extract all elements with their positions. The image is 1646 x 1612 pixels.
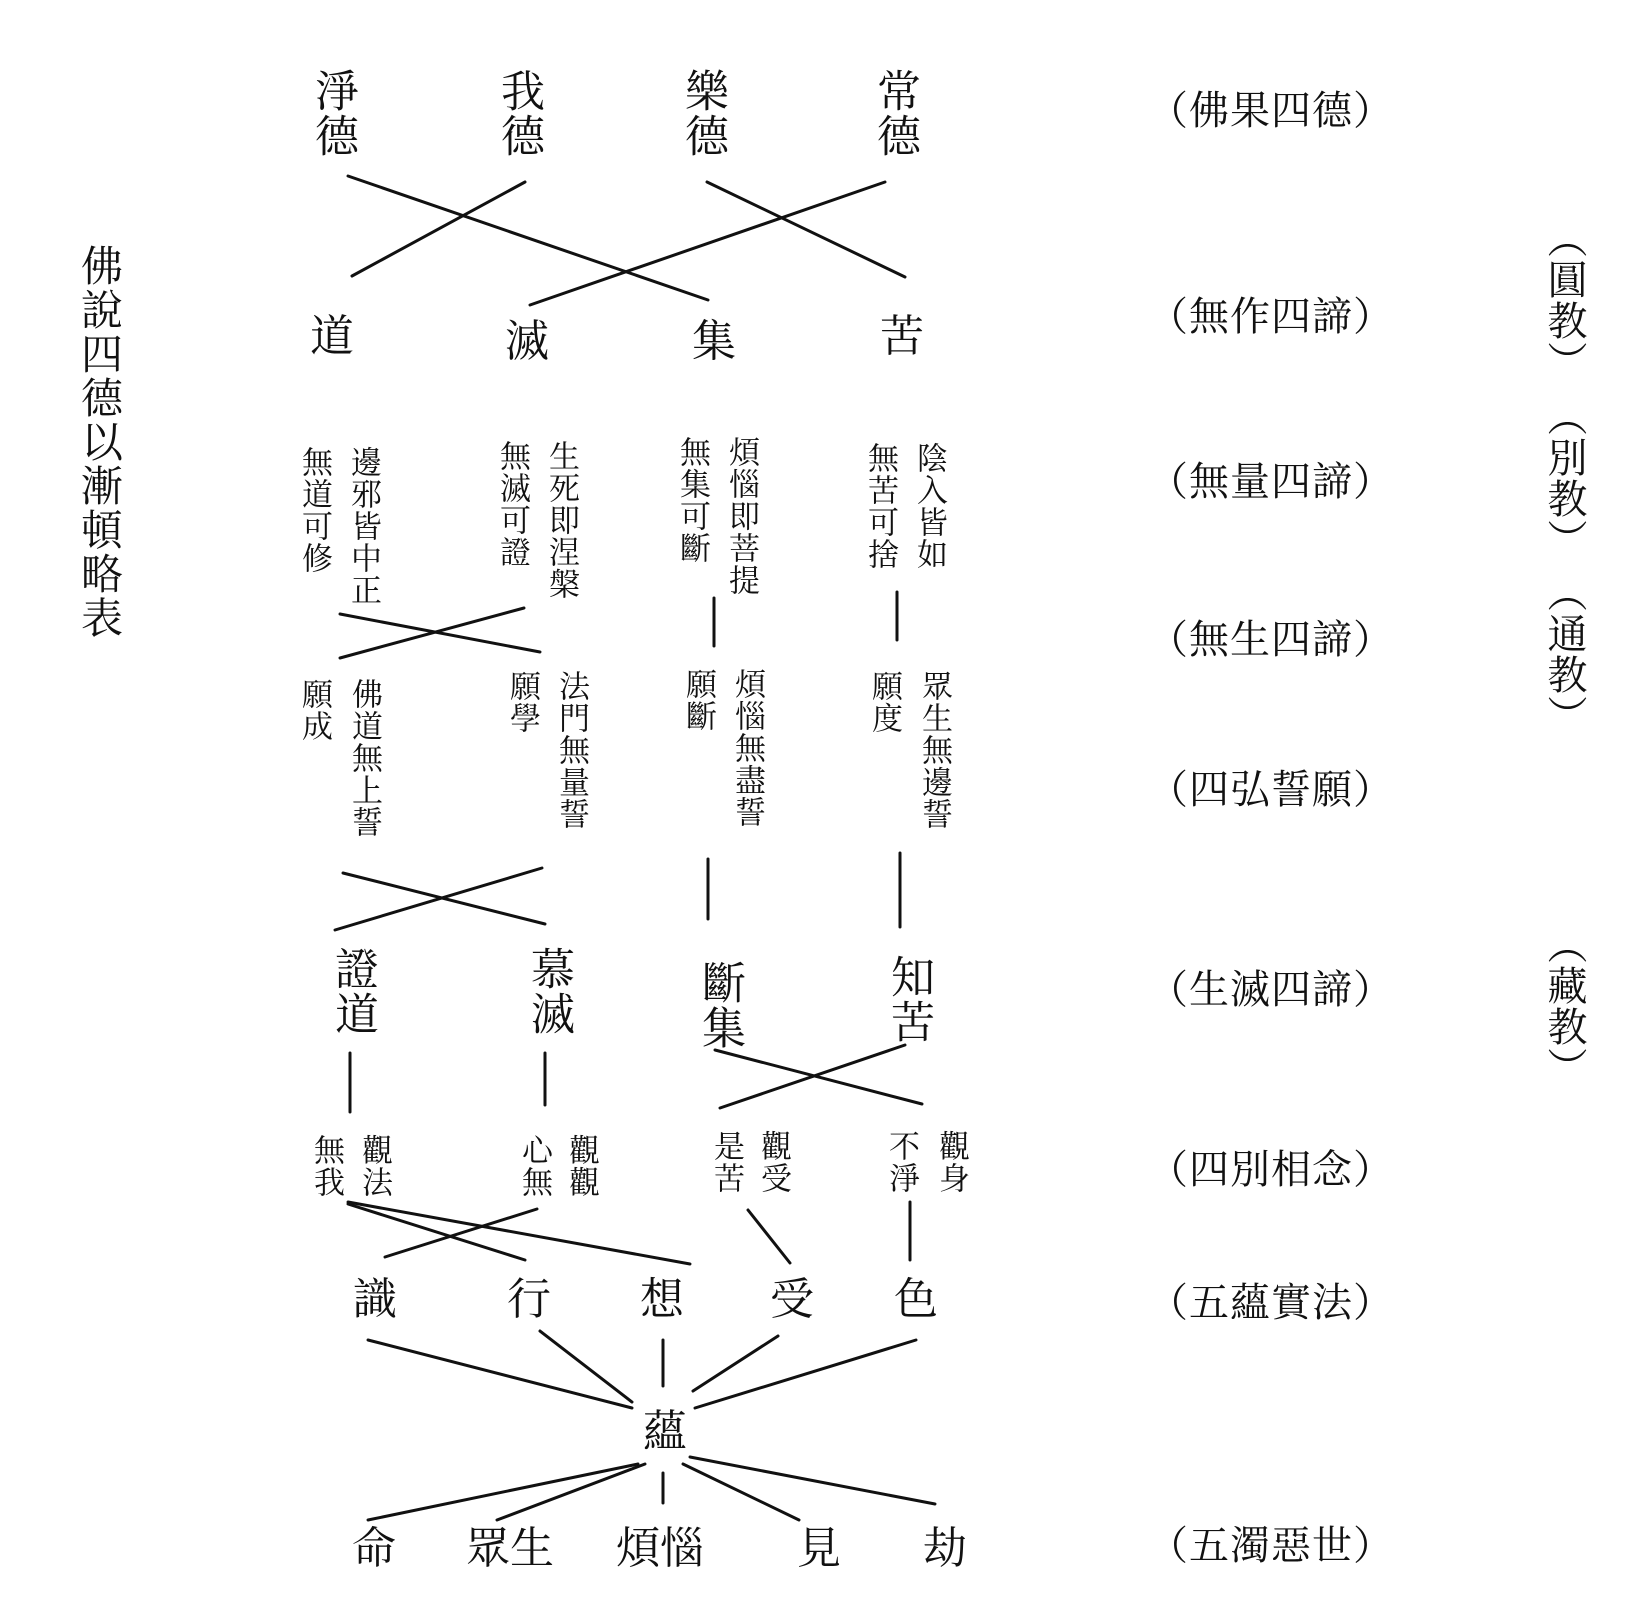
aggregate-node: 識 (353, 1274, 397, 1325)
link-line (720, 1045, 905, 1108)
contemplation-line1: 觀受 (755, 1130, 791, 1194)
teaching-label: （別教） (1541, 396, 1587, 560)
vow-line2: 願度 (866, 670, 902, 734)
vow-line2: 願斷 (680, 668, 716, 732)
link-line (707, 182, 905, 277)
link-line (693, 1336, 778, 1391)
link-line (340, 608, 524, 658)
contemplation-line2: 無我 (308, 1134, 344, 1198)
turbidity-node: 煩惱 (616, 1523, 704, 1574)
teaching-label: （通教） (1541, 572, 1587, 736)
virtue-node: 樂德 (677, 68, 728, 158)
link-line (683, 1464, 799, 1520)
row-label: （五蘊實法） (1148, 1280, 1394, 1326)
immeasurable-truth-line1: 生死即涅槃 (543, 440, 579, 600)
arising-ceasing-truth-node: 斷集 (694, 960, 745, 1050)
link-line (690, 1457, 935, 1504)
row-label: （四別相念） (1148, 1147, 1394, 1193)
diagram-title: 佛說四德以漸頓略表 (75, 244, 124, 640)
virtue-node: 常德 (869, 68, 920, 158)
row-label: （無量四諦） (1148, 459, 1394, 505)
link-line (368, 1340, 632, 1408)
row-label: （無生四諦） (1148, 617, 1394, 663)
teaching-label: （圓教） (1541, 218, 1587, 382)
link-line (348, 1204, 525, 1260)
virtue-node: 我德 (493, 68, 544, 158)
virtue-node: 淨德 (307, 68, 358, 158)
contemplation-line1: 觀身 (933, 1130, 969, 1194)
link-line (540, 1331, 632, 1402)
immeasurable-truth-line2: 無集可斷 (674, 436, 710, 564)
contemplation-line1: 觀觀 (563, 1134, 599, 1198)
immeasurable-truth-line2: 無苦可捨 (862, 442, 898, 570)
vow-line1: 眾生無邊誓 (916, 670, 952, 830)
turbidity-node: 劫 (923, 1523, 967, 1574)
contemplation-line1: 觀法 (356, 1134, 392, 1198)
no-action-truth-node: 滅 (505, 316, 549, 367)
aggregate-node: 想 (640, 1274, 684, 1325)
link-line (348, 1202, 690, 1264)
row-label: （佛果四德） (1148, 88, 1394, 134)
no-action-truth-node: 苦 (880, 311, 924, 362)
contemplation-line2: 心無 (516, 1134, 552, 1198)
immeasurable-truth-line2: 無滅可證 (494, 440, 530, 568)
immeasurable-truth-line1: 陰入皆如 (911, 442, 947, 570)
vow-line1: 煩惱無盡誓 (729, 668, 765, 828)
vow-line2: 願成 (296, 678, 332, 742)
immeasurable-truth-line1: 邊邪皆中正 (345, 446, 381, 606)
contemplation-line2: 是苦 (708, 1130, 744, 1194)
link-line (497, 1464, 645, 1520)
row-label: （無作四諦） (1148, 294, 1394, 340)
no-action-truth-node: 道 (310, 311, 354, 362)
arising-ceasing-truth-node: 證道 (327, 946, 378, 1036)
no-action-truth-node: 集 (692, 316, 736, 367)
row-label: （四弘誓願） (1148, 767, 1394, 813)
aggregate-node: 色 (894, 1274, 938, 1325)
turbidity-node: 見 (797, 1523, 841, 1574)
link-line (368, 1464, 638, 1520)
center-node: 蘊 (643, 1406, 687, 1457)
vow-line1: 法門無量誓 (553, 670, 589, 830)
turbidity-node: 眾生 (466, 1523, 554, 1574)
aggregate-node: 受 (770, 1274, 814, 1325)
arising-ceasing-truth-node: 慕滅 (523, 946, 574, 1036)
link-line (715, 1050, 922, 1104)
link-line (348, 176, 708, 300)
immeasurable-truth-line2: 無道可修 (296, 446, 332, 574)
aggregate-node: 行 (507, 1274, 551, 1325)
teaching-label: （藏教） (1541, 924, 1587, 1088)
arising-ceasing-truth-node: 知苦 (883, 954, 934, 1044)
immeasurable-truth-line1: 煩惱即菩提 (723, 436, 759, 596)
link-line (695, 1340, 916, 1408)
row-label: （五濁惡世） (1148, 1523, 1394, 1569)
link-line (340, 614, 540, 652)
contemplation-line2: 不淨 (883, 1130, 919, 1194)
vow-line1: 佛道無上誓 (346, 678, 382, 838)
turbidity-node: 命 (352, 1523, 396, 1574)
row-label: （生滅四諦） (1148, 967, 1394, 1013)
link-line (748, 1210, 790, 1263)
vow-line2: 願學 (504, 670, 540, 734)
